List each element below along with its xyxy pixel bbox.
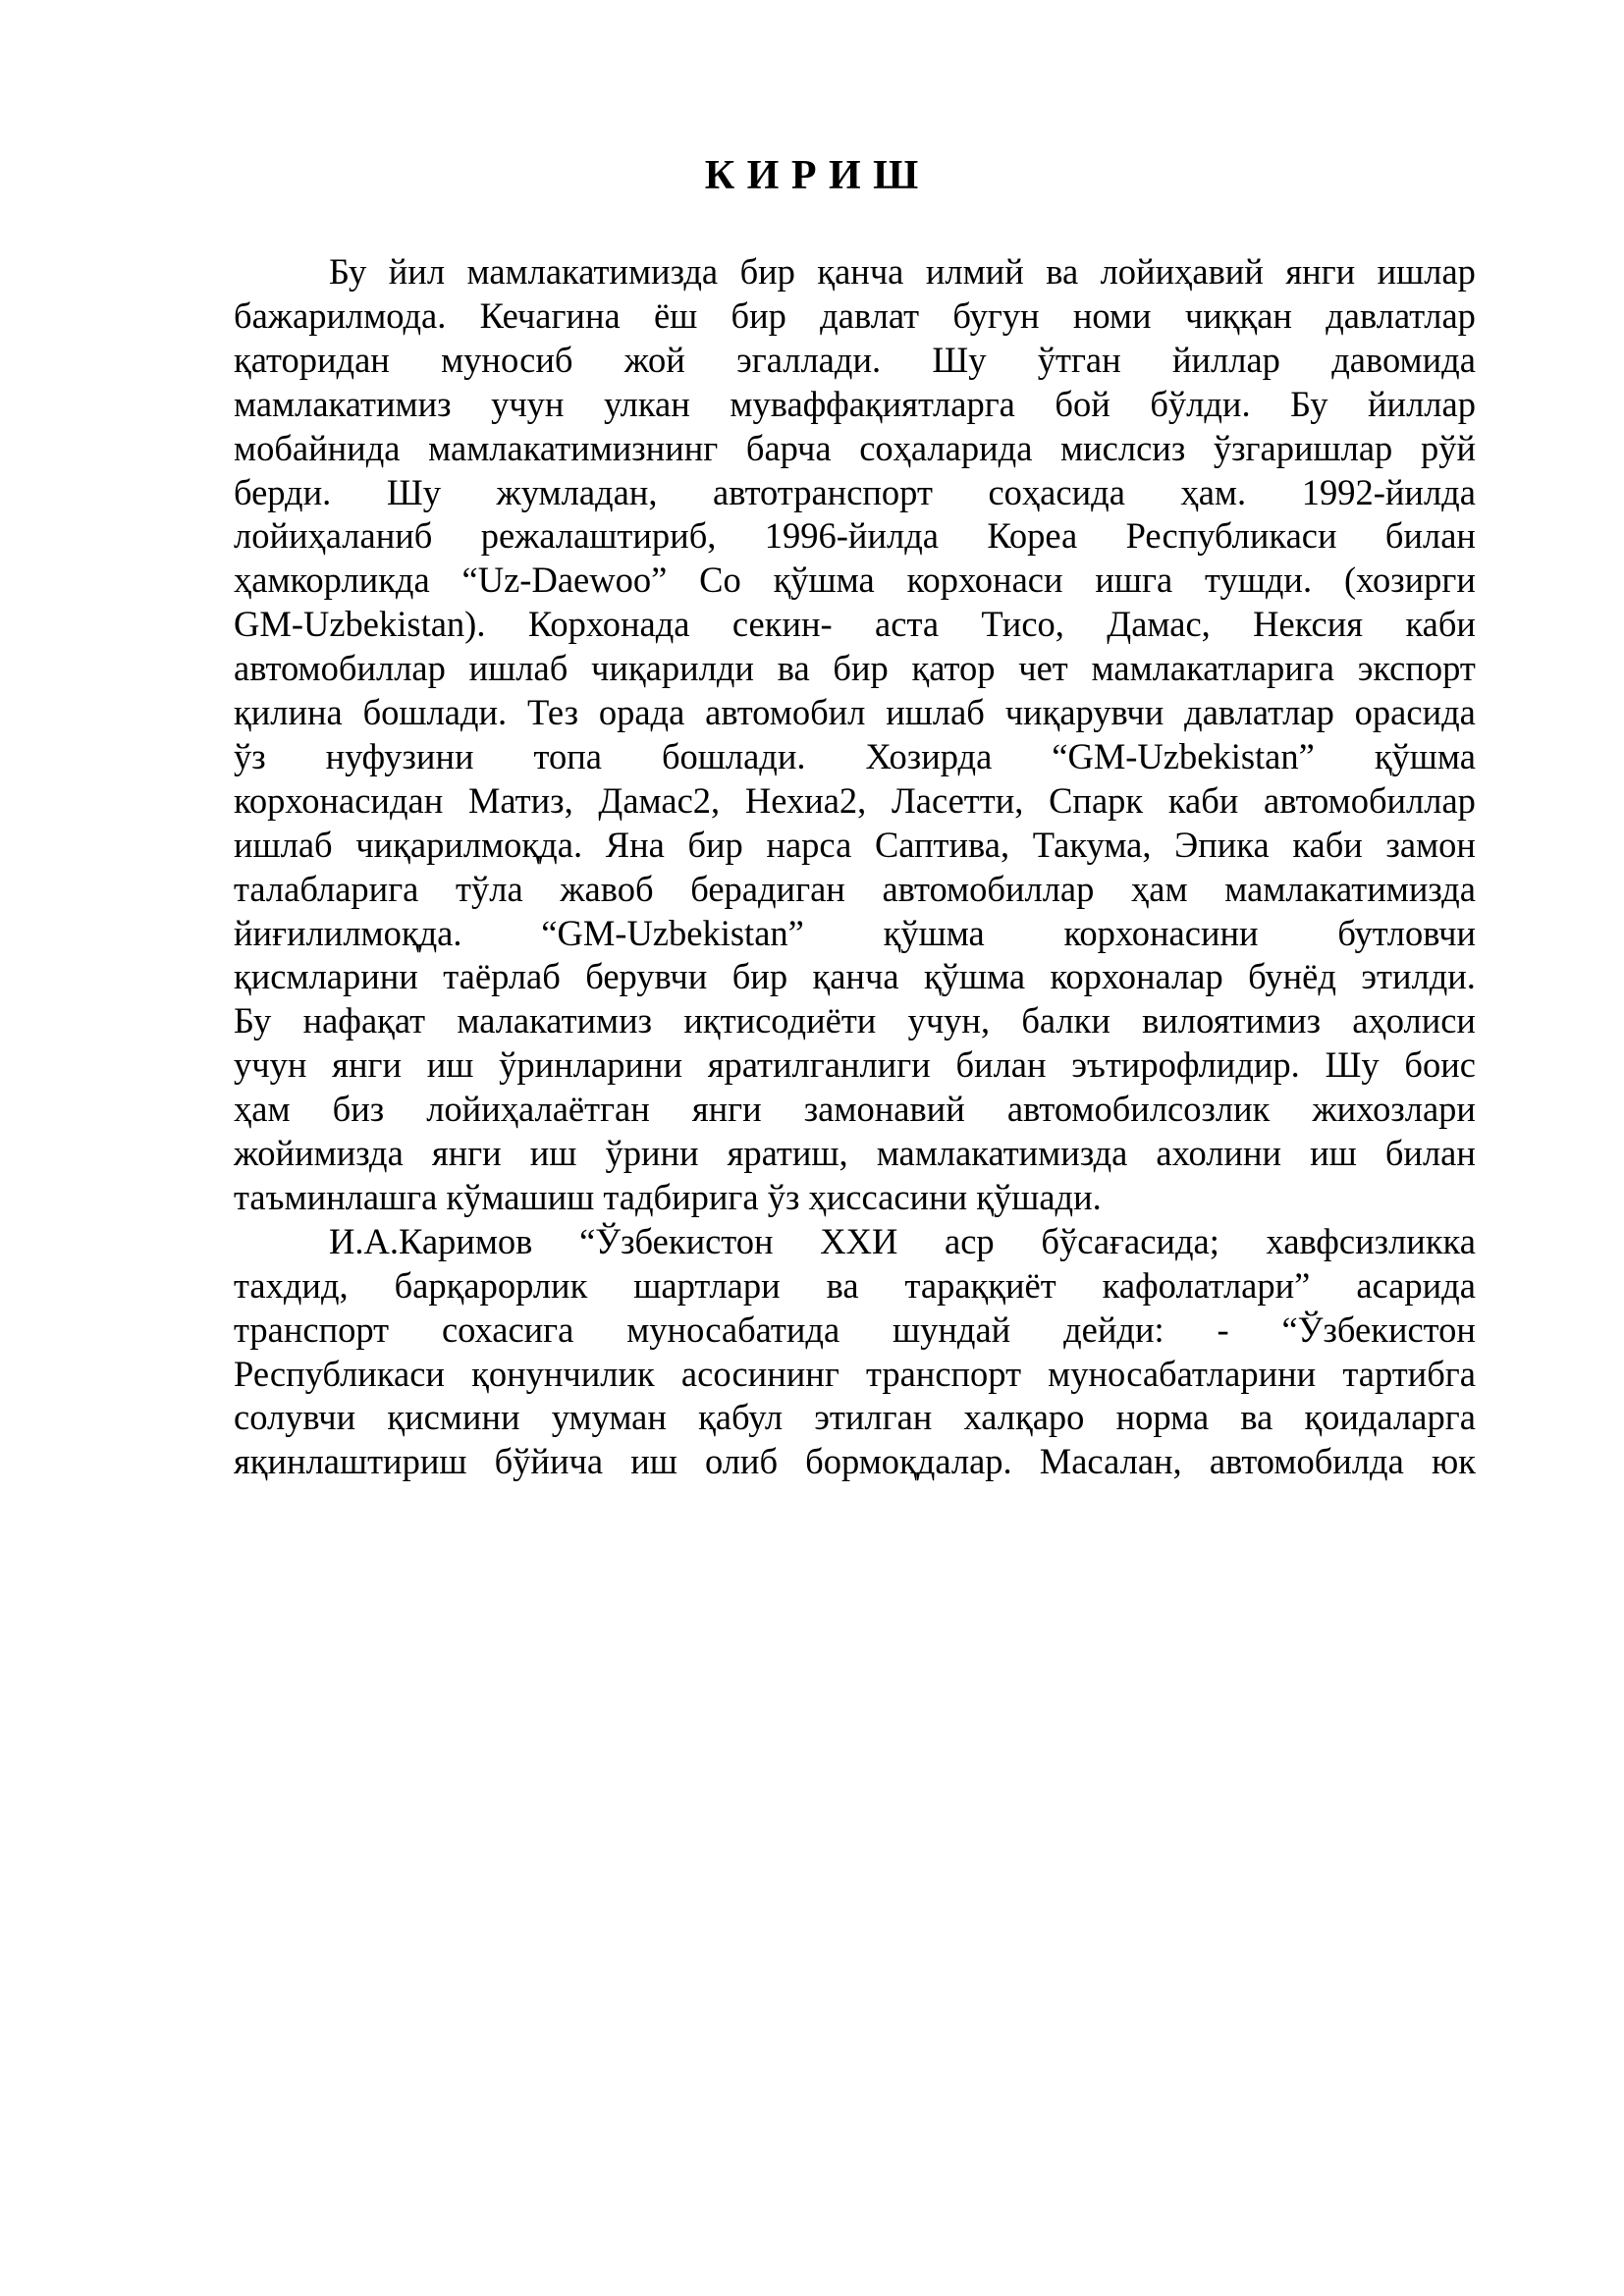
text-line: автомобиллар ишлаб чиқарилди ва бир қатор чет мамлакатларига экспорт: [234, 648, 1476, 689]
page-heading: К И Р И Ш: [704, 153, 920, 198]
text-line: ўз нуфузини топа бошлади. Хозирда “GM-Uzbekistan” қўшма: [234, 735, 1476, 776]
text-line: ҳам биз лойиҳалаётган янги замонавий автомобилсозлик жихозлари: [234, 1089, 1476, 1130]
text-line: Республикаси қонунчилик асосининг транспорт муносабатларини тартибга: [234, 1353, 1476, 1394]
text-line: корхонасидан Матиз, Дамас2, Нехиа2, Ласетти, Спарк каби автомобиллар: [234, 779, 1476, 821]
text-line: қисмларини таёрлаб берувчи бир қанча қўшма корхоналар бунёд этилди.: [234, 956, 1476, 997]
text-line: бажарилмода. Кечагина ёш бир давлат бугун номи чиққан давлатлар: [234, 294, 1476, 336]
text-line: солувчи қисмини умуман қабул этилган халқаро норма ва қоидаларга: [234, 1397, 1476, 1438]
text-line: таъминлашга кўмашиш тадбирига ўз ҳиссасини қўшади.: [234, 1176, 1102, 1217]
text-line: мобайнида мамлакатимизнинг барча соҳаларида мислсиз ўзгаришлар рўй: [234, 427, 1476, 468]
text-line: талабларига тўла жавоб берадиган автомобиллар ҳам мамлакатимизда: [234, 868, 1476, 909]
text-line: лойиҳаланиб режалаштириб, 1996-йилда Кореа Республикаси билан: [234, 515, 1476, 557]
text-line: қилина бошлади. Тез орада автомобил ишлаб чиқарувчи давлатлар орасида: [234, 692, 1476, 732]
text-line: яқинлаштириш бўйича иш олиб бормоқдалар. Масалан, автомобилда юк: [234, 1441, 1476, 1482]
text-line: ҳамкорликда “Uz-Daewoo” Co қўшма корхонаси ишга тушди. (хозирги: [234, 560, 1476, 601]
text-line: жойимизда янги иш ўрини яратиш, мамлакатимизда ахолини иш билан: [234, 1133, 1476, 1173]
text-line: мамлакатимиз учун улкан муваффақиятларга бой бўлди. Бу йиллар: [234, 383, 1476, 424]
text-line: тахдид, барқарорлик шартлари ва тараққиёт кафолатлари” асарида: [234, 1264, 1476, 1306]
text-line: И.А.Каримов “Ўзбекистон XXИ аср бўсағасида; хавфсизликка: [329, 1220, 1476, 1261]
text-line: Бу йил мамлакатимизда бир қанча илмий ва лойиҳавий янги ишлар: [329, 251, 1476, 292]
text-line: йиғилилмоқда. “GM-Uzbekistan” қўшма корхонасини бутловчи: [234, 912, 1476, 953]
text-line: қаторидан муносиб жой эгаллади. Шу ўтган йиллар давомида: [234, 339, 1476, 380]
text-line: GM-Uzbekistan). Корхонада секин- аста Тисо, Дамас, Нексия каби: [234, 604, 1476, 645]
text-line: учун янги иш ўринларини яратилганлиги билан эътирофлидир. Шу боис: [234, 1044, 1476, 1086]
text-line: Бу нафақат малакатимиз иқтисодиёти учун, балки вилоятимиз аҳолиси: [234, 1000, 1476, 1041]
text-line: ишлаб чиқарилмоқда. Яна бир нарса Саптива, Такума, Эпика каби замон: [234, 824, 1476, 865]
text-line: берди. Шу жумладан, автотранспорт соҳасида ҳам. 1992-йилда: [234, 471, 1476, 512]
text-line: транспорт сохасига муносабатида шундай дейди: - “Ўзбекистон: [234, 1308, 1476, 1350]
